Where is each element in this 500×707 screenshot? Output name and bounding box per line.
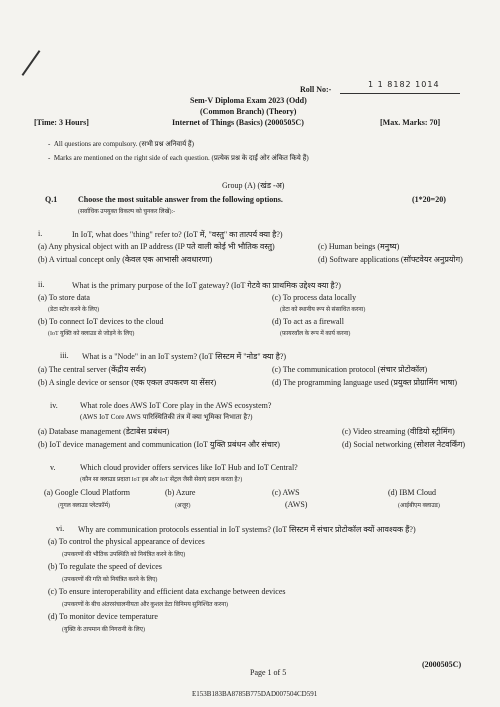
- exam-time: [Time: 3 Hours]: [34, 118, 89, 127]
- q-iii-option-a: (a) The central server (केंद्रीय सर्वर): [38, 365, 147, 374]
- instruction-text: All questions are compulsory. (सभी प्रश्न अनिवार्य हैं): [53, 140, 194, 148]
- document-hash: E153B183BA8785B775DAD007504CD591: [192, 690, 318, 698]
- pen-mark: [22, 50, 41, 76]
- q-i-option-d: (d) Software applications (सॉफ्टवेयर अनुप्रयोग): [318, 255, 463, 264]
- q-i-number: i.: [38, 229, 43, 238]
- instruction-text: Marks are mentioned on the right side of each question. (प्रत्येक प्रश्न के दाईं ओर अंकित किये हैं): [53, 154, 309, 162]
- q-v-option-c-hindi: (AWS): [285, 500, 308, 509]
- q-i-option-c: (c) Human beings (मनुष्य): [318, 242, 400, 251]
- q-iii-option-b: (b) A single device or sensor (एक एकल उपकरण या सेंसर): [38, 378, 217, 387]
- q-v-option-a: (a) Google Cloud Platform: [44, 488, 130, 497]
- q1-number: Q.1: [45, 195, 58, 204]
- q-v-option-a-hindi: (गूगल क्लाउड प्लेटफ़ॉर्म): [58, 503, 111, 509]
- q1-hindi: (सर्वाधिक उपयुक्त विकल्प को चुनकर लिखें):-: [78, 209, 176, 215]
- q-ii-option-b: (b) To connect IoT devices to the cloud: [38, 317, 164, 326]
- q-ii-text: What is the primary purpose of the IoT gateway? (IoT गेटवे का प्राथमिक उद्देश्य क्या है?): [72, 281, 341, 290]
- q-vi-option-a: (a) To control the physical appearance of devices: [48, 537, 205, 546]
- q-vi-option-b: (b) To regulate the speed of devices: [48, 562, 162, 571]
- max-marks: [Max. Marks: 70]: [380, 118, 441, 127]
- roll-underline: [340, 93, 460, 94]
- q-iv-option-a: (a) Database management (डेटाबेस प्रबंधन): [38, 427, 170, 436]
- q-v-text: Which cloud provider offers services like IoT Hub and IoT Central?: [80, 463, 298, 472]
- q-iii-option-d: (d) The programming language used (प्रयुक्त प्रोग्रामिंग भाषा): [272, 378, 458, 387]
- q-i-option-a: (a) Any physical object with an IP address (IP पते वाली कोई भी भौतिक वस्तु): [38, 242, 275, 251]
- q-iv-hindi: (AWS IoT Core AWS पारिस्थितिकी तंत्र में क्या भूमिका निभाता है?): [80, 413, 253, 421]
- group-heading: Group (A) (खंड -अ): [222, 181, 285, 190]
- q-iv-number: iv.: [50, 401, 58, 410]
- q-v-option-c: (c) AWS: [272, 488, 300, 497]
- q-v-number: v.: [50, 463, 56, 472]
- q-vi-option-d-hindi: (युक्ति के तापमान की निगरानी के लिए): [62, 627, 145, 633]
- q-v-option-b: (b) Azure: [165, 488, 196, 497]
- q-i-option-b: (b) A virtual concept only (केवल एक आभासी अवधारणा): [38, 255, 213, 264]
- q-iv-option-b: (b) IoT device management and communication (IoT युक्ति प्रबंधन और संचार): [38, 440, 280, 449]
- instruction-2: - Marks are mentioned on the right side of each question. (प्रत्येक प्रश्न के दाईं ओर अंकित किये हैं): [48, 154, 309, 162]
- q-vi-option-c-hindi: (उपकरणों के बीच अंतरसंचालनीयता और कुशल डेटा विनिमय सुनिश्चित करना): [62, 602, 229, 608]
- q-iv-option-c: (c) Video streaming (वीडियो स्ट्रीमिंग): [342, 427, 455, 436]
- q-ii-option-a: (a) To store data: [38, 293, 90, 302]
- q-ii-option-c-hindi: (डेटा को स्थानीय रूप से संसाधित करना): [280, 307, 366, 313]
- roll-number: 1 1 8182 1014: [368, 80, 440, 89]
- q-v-hindi: (कौन सा क्लाउड प्रदाता IoT हब और IoT सेंट्रल जैसी सेवाएं प्रदान करता है?): [80, 477, 243, 483]
- q-ii-option-a-hindi: (डेटा स्टोर करने के लिए): [48, 307, 100, 313]
- q-vi-option-d: (d) To monitor device temperature: [48, 612, 158, 621]
- q-vi-option-a-hindi: (उपकरणों की भौतिक उपस्थिति को नियंत्रित करने के लिए): [62, 552, 186, 558]
- q-v-option-b-hindi: (अज़ूर): [175, 503, 191, 509]
- roll-label: Roll No:-: [300, 85, 332, 94]
- q1-text: Choose the most suitable answer from the following options.: [78, 195, 283, 204]
- subject-title: Internet of Things (Basics) (2000505C): [172, 118, 304, 127]
- q-vi-text: Why are communication protocols essential in IoT systems? (IoT सिस्टम में संचार प्रोटोकॉल क्यों आवश्यक हैं?): [78, 525, 416, 534]
- q-ii-option-c: (c) To process data locally: [272, 293, 357, 302]
- q-iv-text: What role does AWS IoT Core play in the AWS ecosystem?: [80, 401, 272, 410]
- paper-code: (2000505C): [422, 660, 462, 669]
- q-vi-number: vi.: [56, 524, 65, 533]
- q1-marks: (1*20=20): [412, 195, 446, 204]
- instruction-1: - All questions are compulsory. (सभी प्रश्न अनिवार्य हैं): [48, 140, 194, 148]
- q-vi-option-b-hindi: (उपकरणों की गति को नियंत्रित करने के लिए): [62, 577, 158, 583]
- q-v-option-d: (d) IBM Cloud: [388, 488, 436, 497]
- q-iii-number: iii.: [60, 351, 69, 360]
- q-ii-option-b-hindi: (IoT युक्ति को क्लाउड से जोड़ने के लिए): [48, 331, 135, 337]
- q-iv-option-d: (d) Social networking (सोशल नेटवर्किंग): [342, 440, 466, 449]
- q-ii-option-d-hindi: (फ़ायरवॉल के रूप में कार्य करना): [280, 331, 351, 337]
- q-i-text: In IoT, what does "thing" refer to? (IoT में, "वस्तु" का तात्पर्य क्या है?): [72, 230, 283, 239]
- q-ii-number: ii.: [38, 280, 45, 289]
- q-iii-option-c: (c) The communication protocol (संचार प्रोटोकॉल): [272, 365, 428, 374]
- q-ii-option-d: (d) To act as a firewall: [272, 317, 344, 326]
- q-vi-option-c: (c) To ensure interoperability and efficient data exchange between devices: [48, 587, 286, 596]
- page-number: Page 1 of 5: [250, 668, 287, 677]
- exam-title: Sem-V Diploma Exam 2023 (Odd): [190, 96, 307, 105]
- q-v-option-d-hindi: (आईबीएम क्लाउड): [398, 503, 440, 509]
- exam-branch: (Common Branch) (Theory): [200, 107, 297, 116]
- q-iii-text: What is a "Node" in an IoT system? (IoT सिस्टम में "नोड" क्या है?): [82, 352, 287, 361]
